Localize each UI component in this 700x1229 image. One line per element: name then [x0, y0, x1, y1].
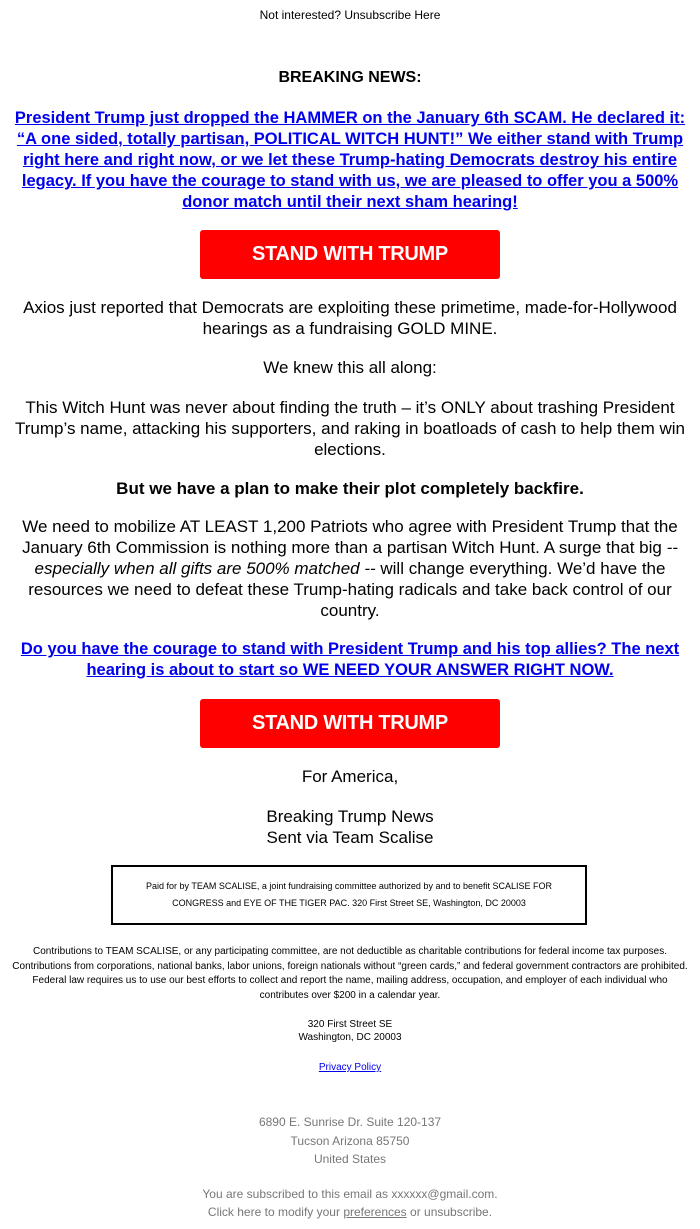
footer-address-line2: Tucson Arizona 85750: [290, 1133, 410, 1148]
sent-via: Sent via Team Scalise: [266, 828, 434, 847]
footer-address: [0, 1113, 700, 1169]
committee-address: [0, 1019, 700, 1044]
question-donate-link[interactable]: Do you have the courage to stand with President Trump and his top allies? The next hearing is about to start so WE NEED YOUR ANSWER RIGHT NOW.: [20, 640, 680, 679]
body-paragraph-axios: Axios just reported that Democrats are exploiting these primetime, made-for-Hollywood hearings as a fundraising GOLD MINE.: [23, 298, 677, 338]
body-paragraph-witch-hunt: This Witch Hunt was never about finding the truth – it’s ONLY about trashing President Trump’s name, attacking his supporters, and raking in boatloads of cash to help them win elections.: [15, 398, 685, 459]
unsubscribe-link[interactable]: Not interested? Unsubscribe Here: [259, 8, 441, 22]
closing-line: For America,: [301, 767, 399, 786]
committee-address-line2: Washington, DC 20003: [298, 1031, 402, 1043]
stand-with-trump-button-top[interactable]: STAND WITH TRUMP: [200, 230, 500, 279]
footer-address-line3: United States: [313, 1152, 387, 1166]
signature-block: [0, 806, 700, 848]
breaking-news-heading: BREAKING NEWS:: [278, 69, 422, 86]
mobilize-text-italic: -- especially when all gifts are 500% matched --: [34, 538, 678, 578]
modify-text-start: Click here to modify your: [207, 1205, 344, 1219]
sender-name: Breaking Trump News: [266, 807, 434, 826]
lead-donate-link[interactable]: President Trump just dropped the HAMMER on the January 6th SCAM. He declared it: “A one sided, totally partisan, POLITICAL WITCH HUNT!” We either stand with Trump right here and right now, or we let these Trump-hating Democrats destroy his entire legacy. If you have the courage to stand with us, we are pleased to offer you a 500% donor match until their next sham hearing!: [14, 109, 686, 211]
paid-for-text: Paid for by TEAM SCALISE, a joint fundraising committee authorized by and to benefit SCALISE FOR CONGRESS and EYE OF THE TIGER PAC. 320 First Street SE, Washington, DC 20003: [145, 881, 553, 908]
preferences-link[interactable]: preferences: [343, 1205, 407, 1219]
contribution-disclaimer: Contributions to TEAM SCALISE, or any participating committee, are not deductible as charitable contributions for federal income tax purposes. Contributions from corporations, national banks, labor unions, foreign nationals without “green cards,” and federal government contractors are prohibited. Federal law requires us to use our best efforts to collect and report the name, mailing address, occupation, and employer of each individual who contributes over $200 in a calendar year.: [12, 946, 688, 1001]
mobilize-text-end: will change everything. We’d have the resources we need to defeat these Trump-hating radicals and take back control of our country.: [28, 559, 672, 620]
body-paragraph-knew: We knew this all along:: [263, 358, 437, 377]
modify-preferences-line: [0, 1203, 700, 1221]
stand-with-trump-button-bottom[interactable]: STAND WITH TRUMP: [200, 699, 500, 748]
body-paragraph-plan: But we have a plan to make their plot completely backfire.: [116, 479, 584, 498]
footer-address-line1: 6890 E. Sunrise Dr. Suite 120-137: [258, 1115, 442, 1129]
mobilize-text-start: We need to mobilize AT LEAST 1,200 Patriots who agree with President Trump that the January 6th Commission is nothing more than a partisan Witch Hunt. A surge that big: [22, 517, 678, 557]
subscription-info: [0, 1185, 700, 1221]
subscribed-email-line: You are subscribed to this email as xxxxxx@gmail.com.: [202, 1187, 498, 1201]
modify-text-end: or unsubscribe.: [406, 1205, 493, 1219]
privacy-policy-link[interactable]: Privacy Policy: [318, 1062, 382, 1073]
privacy-row: [0, 1061, 700, 1075]
body-paragraph-mobilize: [8, 516, 692, 621]
paid-for-box: [111, 865, 587, 925]
committee-address-line1: 320 First Street SE: [307, 1019, 393, 1030]
